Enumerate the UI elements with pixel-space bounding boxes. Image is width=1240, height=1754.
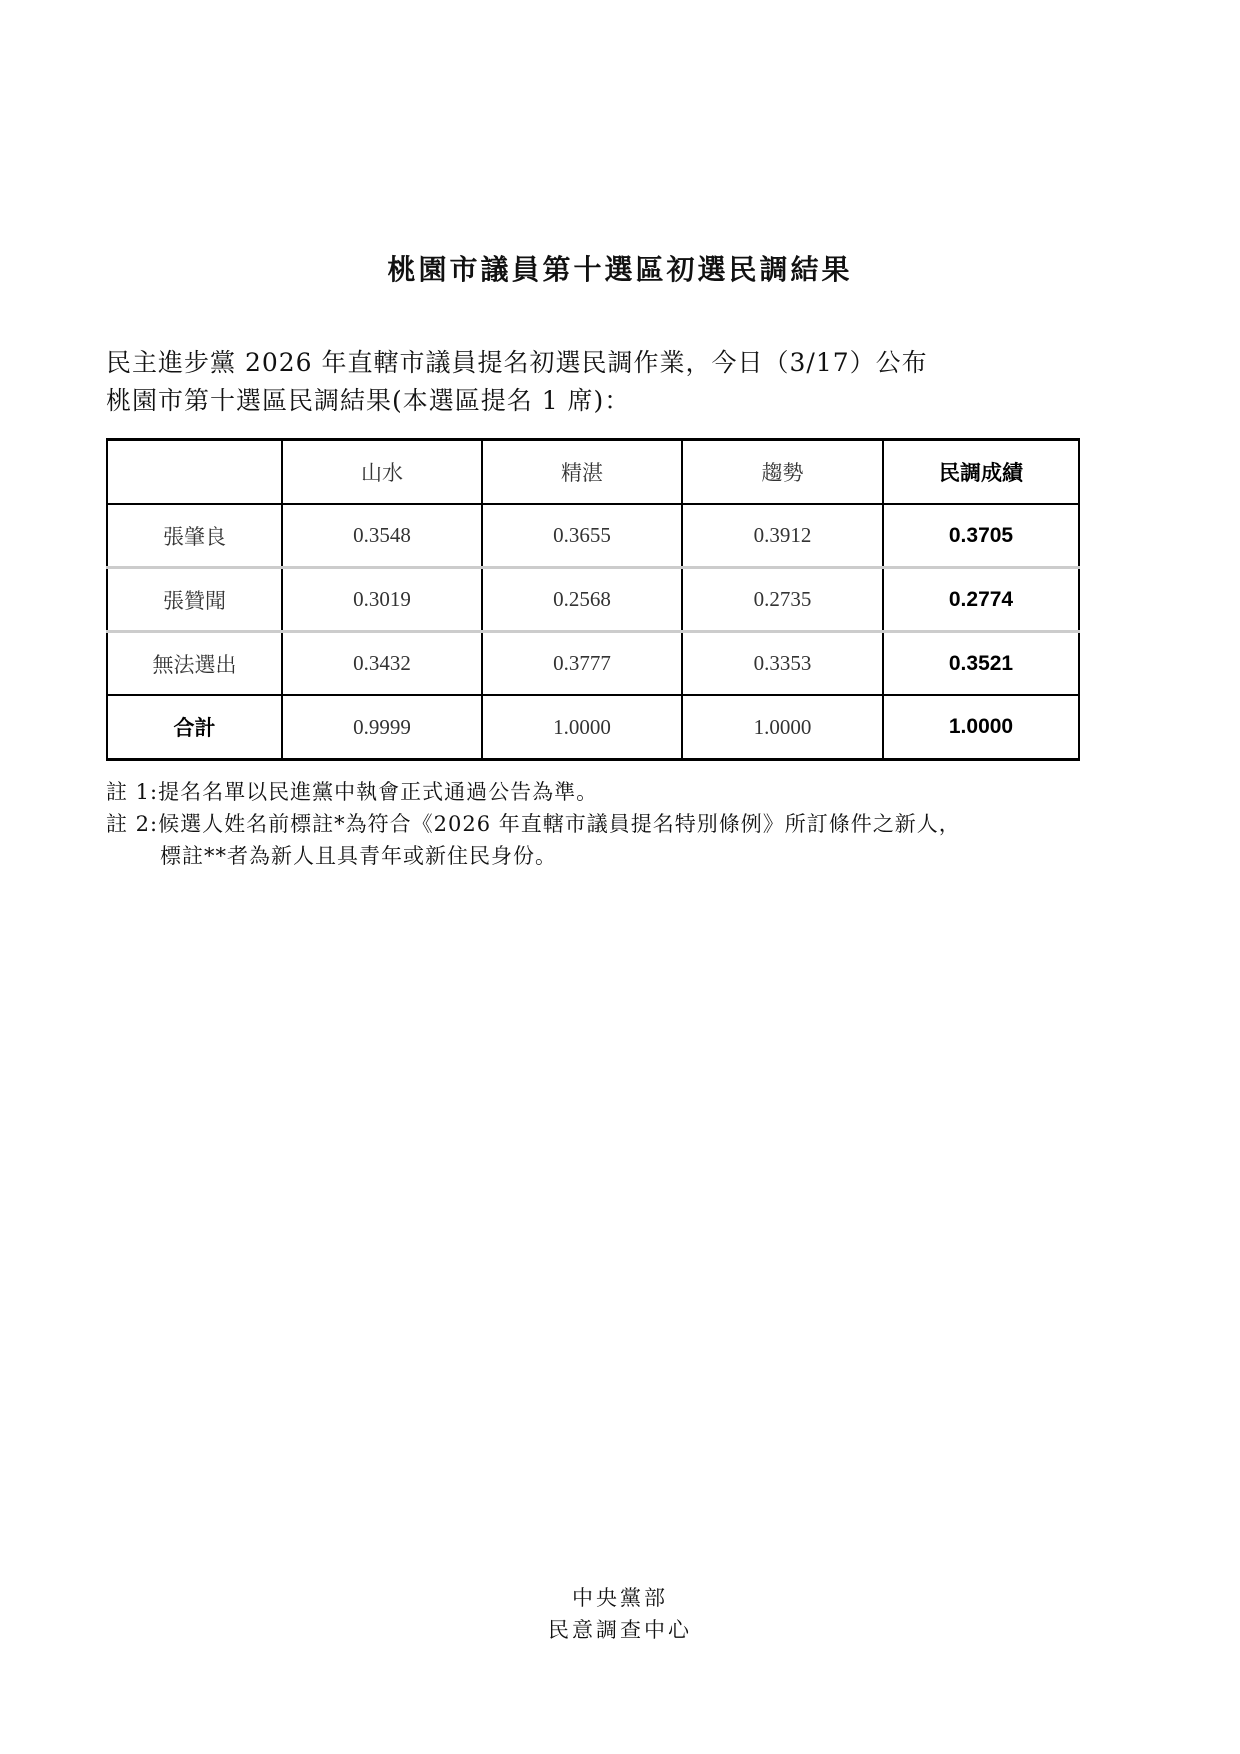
note-2-line-1: 註 2:候選人姓名前標註*為符合《2026 年直轄市議員提名特別條例》所訂條件之新人， (106, 812, 961, 836)
header-cell-qushi: 趨勢 (682, 440, 883, 505)
score-cell: 0.3705 (883, 504, 1079, 568)
note-2-line-2: 標註**者為新人且具青年或新住民身份。 (160, 844, 557, 868)
value-cell: 0.2735 (682, 568, 883, 632)
table-header-row (107, 440, 1079, 505)
issuer-footer (0, 1582, 1240, 1646)
candidate-name: 張贊聞 (107, 568, 282, 632)
value-cell: 0.3912 (682, 504, 883, 568)
table-row (107, 568, 1079, 632)
total-value-cell: 1.0000 (682, 695, 883, 760)
poll-results-table (106, 438, 1080, 761)
page-title: 桃園市議員第十選區初選民調結果 (387, 253, 853, 286)
total-value-cell: 0.9999 (282, 695, 482, 760)
notes-section (106, 776, 961, 872)
table-row (107, 504, 1079, 568)
table-row (107, 632, 1079, 696)
score-cell: 0.2774 (883, 568, 1079, 632)
header-cell-score: 民調成績 (883, 440, 1079, 505)
value-cell: 0.3019 (282, 568, 482, 632)
total-label: 合計 (107, 695, 282, 760)
score-cell: 0.3521 (883, 632, 1079, 696)
header-cell-jingzhan: 精湛 (482, 440, 682, 505)
total-value-cell: 1.0000 (482, 695, 682, 760)
intro-line-2: 桃園市第十選區民調結果(本選區提名 1 席)： (106, 386, 631, 415)
header-cell-empty (107, 440, 282, 505)
table-total-row (107, 695, 1079, 760)
header-cell-shanshui: 山水 (282, 440, 482, 505)
value-cell: 0.3548 (282, 504, 482, 568)
value-cell: 0.2568 (482, 568, 682, 632)
footer-department: 中央黨部 (572, 1586, 668, 1610)
value-cell: 0.3655 (482, 504, 682, 568)
intro-paragraph (106, 344, 928, 420)
footer-center: 民意調查中心 (548, 1618, 692, 1642)
candidate-name: 張肇良 (107, 504, 282, 568)
candidate-name: 無法選出 (107, 632, 282, 696)
total-score-cell: 1.0000 (883, 695, 1079, 760)
value-cell: 0.3432 (282, 632, 482, 696)
value-cell: 0.3777 (482, 632, 682, 696)
intro-line-1: 民主進步黨 2026 年直轄市議員提名初選民調作業，今日（3/17）公布 (106, 348, 928, 377)
value-cell: 0.3353 (682, 632, 883, 696)
note-1: 註 1:提名名單以民進黨中執會正式通過公告為準。 (106, 780, 599, 804)
